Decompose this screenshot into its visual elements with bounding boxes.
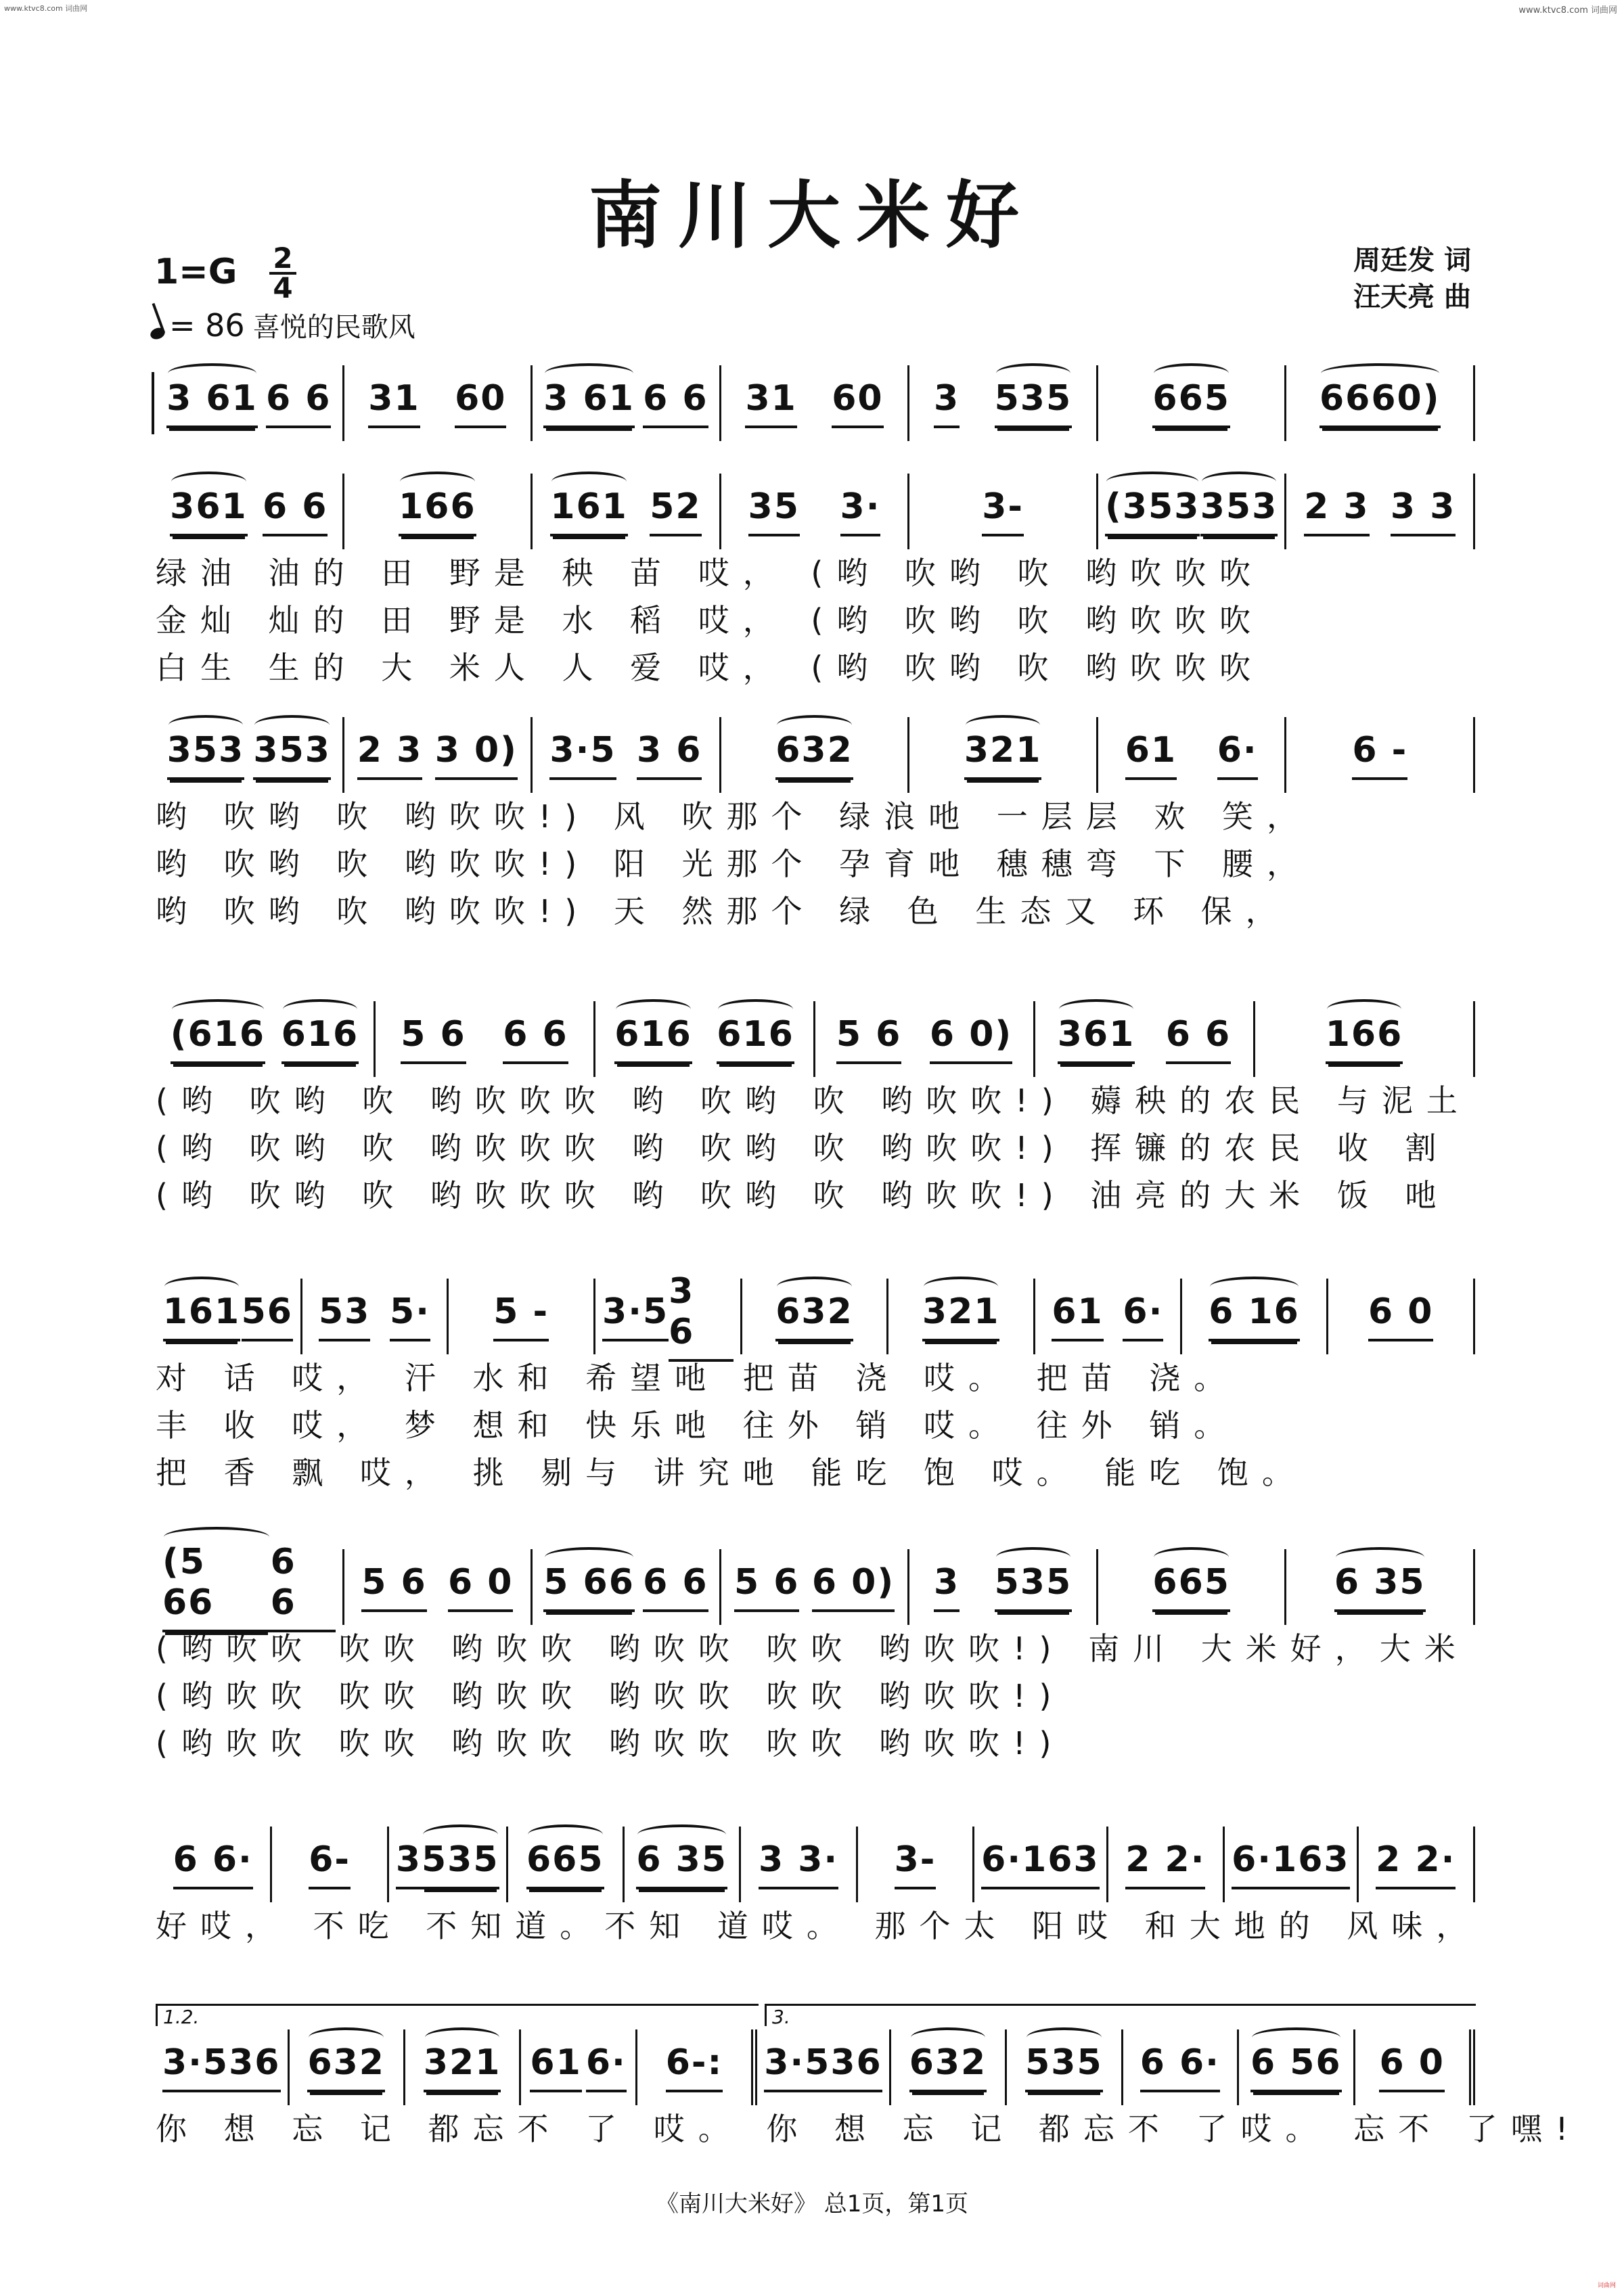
measure xyxy=(533,365,721,441)
note-group: 3·5 xyxy=(549,730,616,780)
measure xyxy=(1328,1279,1475,1354)
lyrics-line: (哟吹吹 吹吹 哟吹吹 哟吹吹 吹吹 哟吹吹!) 南川 大米好，大米 xyxy=(156,1630,1469,1667)
note-group: 632 xyxy=(775,1291,853,1341)
measure xyxy=(595,1271,742,1354)
slur-mark xyxy=(911,2027,986,2048)
note-group: 6 6 xyxy=(1166,1014,1231,1064)
measure xyxy=(909,474,1098,549)
slur-mark xyxy=(637,1824,726,1845)
note-group: 535 xyxy=(995,1562,1073,1612)
slur-mark xyxy=(777,715,852,735)
lyrics-line: 金灿 灿的 田 野是 水 稻 哎， (哟 吹哟 吹 哟吹吹吹 xyxy=(156,602,1265,639)
note-group: 5 6 xyxy=(734,1562,799,1612)
note-group: 6· xyxy=(1123,1291,1163,1341)
measure xyxy=(1359,1827,1475,1902)
note-group: 3 xyxy=(934,1562,960,1612)
lyrics-line: (哟吹吹 吹吹 哟吹吹 哟吹吹 吹吹 哟吹吹!) xyxy=(156,1725,1065,1762)
measure xyxy=(1098,1549,1287,1625)
measure xyxy=(1123,2029,1239,2105)
slur-mark xyxy=(171,472,246,492)
slur-mark xyxy=(924,1277,999,1297)
meter-top: 2 xyxy=(269,245,296,275)
note-group: 632 xyxy=(909,2042,987,2092)
quarter-note-icon xyxy=(149,326,166,342)
note-group: 3 6 xyxy=(637,730,702,780)
measure xyxy=(742,1279,889,1354)
measure xyxy=(290,2029,405,2105)
slur-mark xyxy=(545,1547,633,1567)
measure xyxy=(272,1827,388,1902)
lyrics-line: 对 话 哎， 汗 水和 希望吔 把苗 浇 哎。 把苗 浇。 xyxy=(156,1360,1239,1396)
measure xyxy=(741,1827,857,1902)
note-group: 361 xyxy=(170,486,248,536)
note-group: 6· xyxy=(1217,730,1258,780)
note-group: 6 6 xyxy=(266,378,331,428)
measure xyxy=(156,1827,272,1902)
lyrics-line: 哟 吹哟 吹 哟吹吹!) 风 吹那个 绿浪吔 一层层 欢 笑， xyxy=(156,798,1311,835)
note-group: 353 xyxy=(253,730,331,780)
note-group: 6 0 xyxy=(1368,1291,1433,1341)
repeat-start-barline xyxy=(152,372,154,434)
measure xyxy=(1108,1827,1225,1902)
measure xyxy=(533,474,721,549)
note-group: 632 xyxy=(307,2042,385,2092)
lyrics-line: (哟 吹哟 吹 哟吹吹吹 哟 吹哟 吹 哟吹吹!) 薅秧的农民 与泥土 xyxy=(156,1082,1471,1119)
measure xyxy=(302,1279,449,1354)
music-system xyxy=(156,1271,1475,1496)
note-group: 6660) xyxy=(1320,378,1441,428)
note-group: 632 xyxy=(775,730,853,780)
note-group: 6- xyxy=(309,1839,351,1889)
note-group: 63 xyxy=(1298,1839,1349,1889)
lyrics-line: 绿油 油的 田 野是 秧 苗 哎， (哟 吹哟 吹 哟吹吹吹 xyxy=(156,555,1265,591)
slur-mark xyxy=(616,999,691,1019)
note-group: 35 xyxy=(748,486,800,536)
measure xyxy=(721,365,910,441)
note-group: 6 35 xyxy=(1334,1562,1426,1612)
slur-mark xyxy=(1336,1547,1424,1567)
note-group: 6-: xyxy=(666,2042,723,2092)
lyrics-line: 丰 收 哎， 梦 想和 快乐吔 往外 销 哎。 往外 销。 xyxy=(156,1407,1239,1444)
style-marking: 喜悦的民歌风 xyxy=(252,312,415,343)
key-signature: 1=G xyxy=(154,252,238,292)
notes-row xyxy=(156,1542,1475,1625)
measure xyxy=(1286,717,1475,793)
slur-mark xyxy=(1210,1277,1299,1297)
note-group: 6 35 xyxy=(636,1839,727,1889)
note-group: 5· xyxy=(390,1291,430,1341)
slur-mark xyxy=(172,999,264,1019)
note-group: 6· xyxy=(586,2042,627,2092)
note-group: 321 xyxy=(424,2042,501,2092)
note-group: 6 6 xyxy=(271,1542,336,1632)
note-group: 6 16 xyxy=(1209,1291,1300,1341)
measure xyxy=(156,365,344,441)
note-group: 6 6· xyxy=(1140,2042,1220,2092)
note-group: 5 66 xyxy=(543,1562,635,1612)
measure xyxy=(389,1827,508,1902)
measure xyxy=(508,1827,625,1902)
measure xyxy=(858,1827,974,1902)
measure xyxy=(521,2029,637,2105)
measure xyxy=(637,2029,757,2105)
slur-mark xyxy=(1027,2027,1102,2048)
music-system xyxy=(156,2006,1582,2153)
slur-mark xyxy=(425,2027,500,2048)
note-group: 6 6 xyxy=(503,1014,568,1064)
notes-row xyxy=(156,2029,1475,2105)
note-group: 535 xyxy=(422,1839,499,1889)
note-group: (5 66 xyxy=(162,1542,271,1632)
slur-mark xyxy=(164,1527,269,1547)
note-group: 5 - xyxy=(493,1291,549,1341)
note-group: 3 6 xyxy=(669,1271,734,1362)
measure xyxy=(405,2029,521,2105)
lyrics-line: 你 想 忘 记 都忘不 了 哎。 你 想 忘 记 都忘不 了哎。 忘不 了嘿! xyxy=(156,2111,1582,2147)
note-group: 535 xyxy=(995,378,1073,428)
volta-second-ending: 3. xyxy=(765,2004,1476,2026)
measure xyxy=(1286,474,1475,549)
note-group: 61 xyxy=(530,2042,581,2092)
note-group: 6 6· xyxy=(173,1839,253,1889)
corner-watermark: 词曲网 xyxy=(1597,2282,1616,2289)
slur-mark xyxy=(1059,999,1134,1019)
measure xyxy=(974,1827,1108,1902)
measure xyxy=(1355,2029,1475,2105)
measure xyxy=(156,717,344,793)
note-group: 6 6 xyxy=(263,486,328,536)
slur-mark xyxy=(551,472,627,492)
slur-mark xyxy=(283,999,358,1019)
note-group: 56 xyxy=(242,1291,293,1341)
measure xyxy=(344,365,533,441)
site-watermark-right: www.ktvc8.com 词曲网 xyxy=(1518,5,1617,16)
music-system xyxy=(156,1001,1475,1219)
measure xyxy=(1286,1549,1475,1625)
slur-mark xyxy=(1154,363,1229,384)
slur-mark xyxy=(1327,999,1402,1019)
slur-mark xyxy=(996,363,1071,384)
measure xyxy=(1098,474,1287,549)
note-group: 665 xyxy=(1152,1562,1230,1612)
slur-mark xyxy=(164,1277,240,1297)
note-group: 6·1 xyxy=(1232,1839,1298,1889)
note-group: 3 xyxy=(934,378,960,428)
note-group: 321 xyxy=(964,730,1042,780)
notes-row xyxy=(156,365,1475,441)
slur-mark xyxy=(545,363,633,384)
lyricist-credit: 周廷发 词 xyxy=(1353,245,1471,276)
note-group: 63 xyxy=(1047,1839,1099,1889)
note-group: 353 xyxy=(1200,486,1278,536)
note-group: 3 3· xyxy=(759,1839,838,1889)
note-group: 3- xyxy=(895,1839,937,1889)
note-group: 53 xyxy=(319,1291,370,1341)
time-signature xyxy=(269,242,296,304)
measure xyxy=(156,1279,302,1354)
measure xyxy=(1035,1279,1182,1354)
lyrics-line: 白生 生的 大 米人 人 爱 哎， (哟 吹哟 吹 哟吹吹吹 xyxy=(156,649,1265,686)
note-group: 161 xyxy=(550,486,628,536)
measure xyxy=(815,1001,1035,1077)
slur-mark xyxy=(168,363,256,384)
measure xyxy=(891,2029,1007,2105)
site-watermark-left: www.ktvc8.com 词曲网 xyxy=(4,4,88,13)
slur-mark xyxy=(168,715,244,735)
notes-row xyxy=(156,1271,1475,1354)
note-group: 3· xyxy=(840,486,881,536)
measure xyxy=(1098,717,1287,793)
note-group: 616 xyxy=(717,1014,794,1064)
note-group: 36 xyxy=(830,2042,882,2092)
measure xyxy=(1239,2029,1355,2105)
note-group: (353 xyxy=(1105,486,1200,536)
measure xyxy=(909,1549,1098,1625)
note-group: 2 3 xyxy=(1304,486,1369,536)
slur-mark xyxy=(996,1547,1071,1567)
note-group: 61 xyxy=(1052,1291,1103,1341)
volta-first-ending: 1.2. xyxy=(156,2004,759,2026)
lyrics-line: (哟 吹哟 吹 哟吹吹吹 哟 吹哟 吹 哟吹吹!) 油亮的大米 饭 吔 xyxy=(156,1177,1450,1214)
slur-mark xyxy=(1202,472,1277,492)
note-group: 5 6 xyxy=(401,1014,466,1064)
note-group: 3 3 xyxy=(1391,486,1456,536)
note-group: 36 xyxy=(229,2042,280,2092)
note-group: 2 2· xyxy=(1376,1839,1456,1889)
note-group: 61 xyxy=(1125,730,1177,780)
slur-mark xyxy=(400,472,475,492)
measure xyxy=(344,474,533,549)
note-group: 3 61 xyxy=(543,378,635,428)
note-group: 5 6 xyxy=(361,1562,426,1612)
note-group: 5 6 xyxy=(836,1014,901,1064)
measure xyxy=(1182,1279,1329,1354)
measure xyxy=(888,1279,1035,1354)
measure xyxy=(156,2029,290,2105)
slur-mark xyxy=(528,1824,603,1845)
measure xyxy=(625,1827,741,1902)
note-group: 665 xyxy=(526,1839,604,1889)
slur-mark xyxy=(254,715,330,735)
note-group: 321 xyxy=(922,1291,1000,1341)
slur-mark xyxy=(423,1824,498,1845)
notes-row xyxy=(156,1827,1475,1902)
measure xyxy=(533,717,721,793)
note-group: 3 61 xyxy=(166,378,258,428)
note-group: 166 xyxy=(1326,1014,1403,1064)
note-group: 665 xyxy=(1152,378,1230,428)
meter-bottom: 4 xyxy=(273,271,293,304)
lyrics-line: 哟 吹哟 吹 哟吹吹!) 阳 光那个 孕育吔 穗穗弯 下 腰， xyxy=(156,846,1311,882)
measure xyxy=(156,1542,344,1625)
slur-mark xyxy=(1252,2027,1340,2048)
slur-mark xyxy=(1154,1547,1229,1567)
measure xyxy=(909,717,1098,793)
note-group: 6 0) xyxy=(812,1562,895,1612)
measure xyxy=(1007,2029,1123,2105)
measure xyxy=(757,2029,891,2105)
note-group: 31 xyxy=(368,378,420,428)
measure xyxy=(449,1279,595,1354)
note-group: 535 xyxy=(1025,2042,1103,2092)
note-group: 161 xyxy=(163,1291,241,1341)
measure xyxy=(344,717,533,793)
note-group: 31 xyxy=(745,378,796,428)
note-group: 3- xyxy=(982,486,1024,536)
note-group: 361 xyxy=(1058,1014,1135,1064)
tempo-marking xyxy=(150,306,415,344)
note-group: 6·1 xyxy=(981,1839,1047,1889)
notes-row xyxy=(156,1001,1475,1077)
measure xyxy=(156,1001,376,1077)
measure xyxy=(1255,1001,1475,1077)
music-system xyxy=(156,1542,1475,1767)
music-system xyxy=(156,365,1475,441)
music-system xyxy=(156,474,1475,691)
tempo-value: = 86 xyxy=(169,307,245,344)
note-group: 616 xyxy=(281,1014,359,1064)
note-group: 2 2· xyxy=(1125,1839,1205,1889)
note-group: 3 xyxy=(396,1839,422,1889)
measure xyxy=(1098,365,1287,441)
composer-credit: 汪天亮 曲 xyxy=(1353,281,1471,313)
lyrics-line: 好哎， 不吃 不知道。不知 道哎。 那个太 阳哎 和大地的 风味， xyxy=(156,1908,1481,1944)
note-group: 353 xyxy=(167,730,245,780)
note-group: 3·5 xyxy=(602,1291,669,1341)
lyrics-line: (哟吹吹 吹吹 哟吹吹 哟吹吹 吹吹 哟吹吹!) xyxy=(156,1678,1065,1714)
note-group: 60 xyxy=(455,378,506,428)
song-title: 南川大米好 xyxy=(588,174,1035,258)
note-group: 3·5 xyxy=(764,2042,830,2092)
lyrics-line: 哟 吹哟 吹 哟吹吹!) 天 然那个 绿 色 生态又 环 保， xyxy=(156,893,1290,929)
measure xyxy=(721,474,910,549)
slur-mark xyxy=(1106,472,1198,492)
measure xyxy=(721,717,910,793)
slur-mark xyxy=(1321,363,1439,384)
note-group: 166 xyxy=(399,486,476,536)
note-group: 6 0 xyxy=(1379,2042,1444,2092)
measure xyxy=(344,1549,533,1625)
note-group: 6 0 xyxy=(448,1562,513,1612)
measure xyxy=(909,365,1098,441)
lyrics-line: 把 香 飘 哎， 挑 剔与 讲究吔 能吃 饱 哎。 能吃 饱。 xyxy=(156,1454,1307,1491)
measure xyxy=(1286,365,1475,441)
measure xyxy=(156,474,344,549)
note-group: 6 6 xyxy=(643,378,708,428)
note-group: 616 xyxy=(614,1014,692,1064)
notes-row xyxy=(156,717,1475,793)
note-group: (616 xyxy=(171,1014,265,1064)
note-group: 3·5 xyxy=(162,2042,229,2092)
measure xyxy=(595,1001,815,1077)
slur-mark xyxy=(777,1277,852,1297)
note-group: 60 xyxy=(832,378,883,428)
measure xyxy=(533,1549,721,1625)
measure xyxy=(1225,1827,1359,1902)
note-group: 2 3 xyxy=(357,730,422,780)
measure xyxy=(376,1001,595,1077)
credits xyxy=(1353,242,1471,315)
note-group: 6 0) xyxy=(930,1014,1012,1064)
slur-mark xyxy=(966,715,1041,735)
note-group: 6 6 xyxy=(643,1562,708,1612)
lyrics-line: (哟 吹哟 吹 哟吹吹吹 哟 吹哟 吹 哟吹吹!) 挥镰的农民 收 割 xyxy=(156,1130,1450,1166)
note-group: 52 xyxy=(650,486,701,536)
notes-row xyxy=(156,474,1475,549)
music-system xyxy=(156,1827,1481,1950)
page-footer: 《南川大米好》 总1页，第1页 xyxy=(655,2190,969,2218)
note-group: 6 - xyxy=(1352,730,1407,780)
note-group: 6 56 xyxy=(1250,2042,1342,2092)
note-group: 3 0) xyxy=(435,730,518,780)
measure xyxy=(1035,1001,1255,1077)
slur-mark xyxy=(718,999,793,1019)
slur-mark xyxy=(309,2027,384,2048)
music-system xyxy=(156,717,1475,935)
measure xyxy=(721,1549,910,1625)
